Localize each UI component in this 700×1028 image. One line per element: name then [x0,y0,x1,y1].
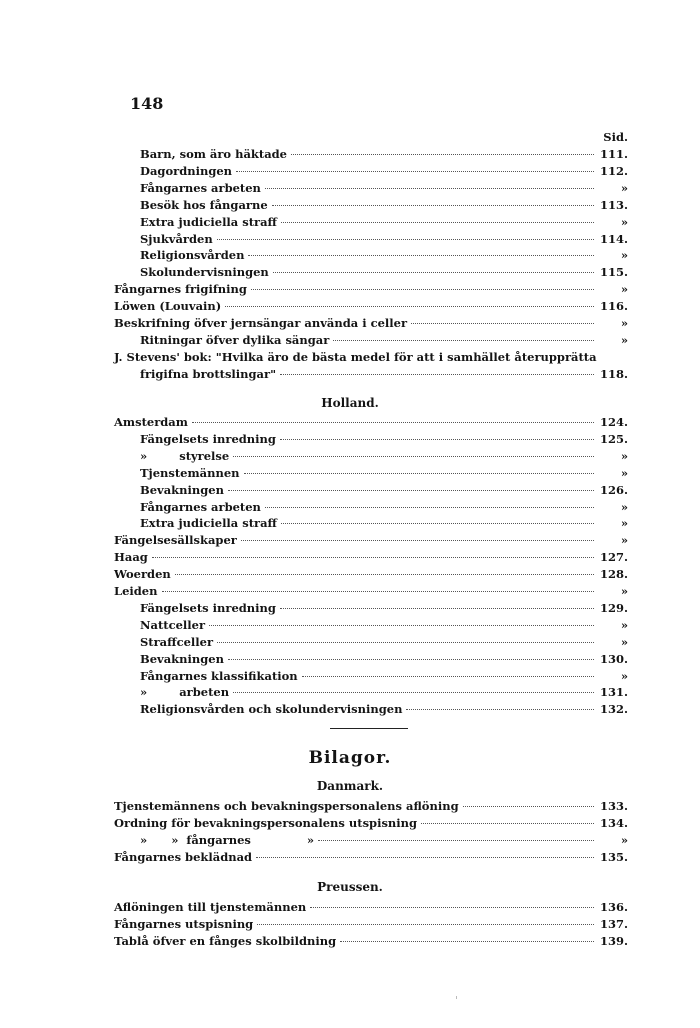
toc-entry-label: Leiden [114,584,158,598]
toc-entry-label: J. Stevens' bok: "Hvilka äro de bästa medel för att i samhället återupprätta [114,349,597,364]
toc-entry-label: Haag [114,550,148,565]
toc-entry-label: » styrelse [140,448,230,463]
section-heading-danmark: Danmark. [316,779,384,793]
toc-entry-label: Extra judiciella straff [140,516,277,531]
page-number: 148 [130,94,164,113]
dot-leader [281,222,594,223]
toc-entry-label: Fängelsesällskaper [114,533,237,548]
toc-entry-page: » [620,516,628,531]
toc-entry [114,414,628,430]
dot-leader [421,823,594,824]
dot-leader [225,306,594,307]
dot-leader [192,422,594,423]
dot-leader [228,490,594,491]
dot-leader [233,456,594,457]
toc-entry-page: 136. [599,900,628,914]
toc-entry-label: Tablå öfver en fånges skolbildning [114,933,337,948]
toc-entry [140,668,628,684]
toc-entry [140,431,628,447]
toc-entry-page: » [620,332,628,347]
toc-entry-page: 128. [599,567,628,582]
toc-entry [140,231,628,247]
toc-entry-page: 126. [599,482,628,497]
dot-leader [333,340,594,341]
toc-entry-page: 116. [599,299,628,314]
toc-entry [140,180,628,196]
dot-leader [265,188,594,189]
toc-entry-label: Fångarnes arbeten [140,180,261,195]
toc-entry-page: 134. [599,815,628,830]
dot-leader [251,289,594,290]
dot-leader [244,473,594,474]
toc-entry [114,815,628,831]
toc-entry-label: Skolundervisningen [140,265,269,280]
toc-entry-label: Aflöningen till tjenstemännen [114,900,307,914]
dot-leader [281,523,594,524]
toc-entry-page: » [620,316,628,330]
toc-entry [114,566,628,582]
toc-entry [140,600,628,616]
toc-entry-label: Religionsvården [140,248,245,263]
toc-entry [140,332,628,348]
toc-entry-label: Straffceller [140,634,213,649]
toc-entry-page: 127. [599,550,628,565]
dot-leader [236,171,594,172]
toc-entry-label: Fångarnes arbeten [140,499,261,514]
toc-entry-page: » [620,499,628,514]
toc-entry [140,197,628,213]
toc-entry-page: 132. [599,702,628,717]
dot-leader [257,924,594,925]
dot-leader [265,507,594,508]
dot-leader [256,857,594,858]
toc-entry-page: » [620,634,628,649]
toc-entry [140,366,628,382]
toc-entry-label: Nattceller [140,617,206,632]
toc-entry-page: 137. [599,916,628,931]
toc-entry-label: Fångarnes klassifikation [140,668,298,683]
toc-entry [114,899,628,915]
dot-leader [406,709,594,710]
toc-entry-label: Bevakningen [140,482,224,497]
toc-entry-page: 125. [599,431,628,446]
toc-entry-label: Tjenstemännens och bevakningspersonalens aflöning [114,799,459,813]
toc-entry-page: » [620,465,628,480]
toc-entry-page: 129. [599,600,628,615]
toc-entry-page: 111. [599,147,628,161]
toc-entry-label: » » fångarnes » [140,832,315,847]
toc-entry [140,482,628,498]
toc-entry [140,634,628,650]
dot-leader [228,659,594,660]
toc-entry-page: » [620,584,628,598]
toc-entry-page: 124. [599,415,628,429]
toc-entry-label: Religionsvården och skolundervisningen [140,702,403,717]
toc-entry-page: » [620,248,628,263]
toc-entry [140,146,628,162]
toc-entry-page: 115. [599,265,628,280]
toc-entry-label: Barn, som äro häktade [140,147,288,161]
dot-leader [280,439,594,440]
toc-entry-page: 118. [599,366,628,381]
toc-entry-label: Fängelsets inredning [140,600,276,615]
toc-entry [114,933,628,949]
toc-entry-page: » [620,617,628,632]
toc-entry-page: » [620,533,628,548]
dot-leader [280,608,594,609]
toc-entry [114,532,628,548]
toc-entry [140,264,628,280]
toc-entry-page: 135. [599,849,628,864]
section-divider [330,728,408,729]
toc-entry-label: Dagordningen [140,163,233,178]
toc-entry [140,214,628,230]
toc-entry [114,349,628,365]
toc-entry-label: Bevakningen [140,651,224,666]
toc-entry [114,315,628,331]
toc-entry [114,281,628,297]
toc-entry [140,684,628,700]
toc-entry-page: » [620,180,628,195]
toc-entry [140,465,628,481]
dot-leader [217,642,594,643]
dot-leader [302,676,594,677]
toc-entry-label: Besök hos fångarne [140,197,268,212]
dot-leader [318,840,594,841]
toc-entry [114,549,628,565]
toc-entry [114,298,628,314]
toc-entry-label: Woerden [114,567,171,582]
dot-leader [280,374,594,375]
toc-entry-page: » [620,282,628,297]
dot-leader [463,806,594,807]
toc-entry-page: » [620,448,628,463]
toc-entry [114,583,628,599]
dot-leader [175,574,594,575]
toc-entry-page: 113. [599,197,628,212]
section-heading-preussen: Preussen. [317,880,383,894]
toc-entry [140,515,628,531]
toc-entry-label: » arbeten [140,685,230,700]
toc-entry [140,832,628,848]
dot-leader [217,239,594,240]
toc-entry [114,798,628,814]
sid-column-label: Sid. [603,130,628,144]
toc-entry-label: Fängelsets inredning [140,431,276,446]
toc-entry [114,849,628,865]
toc-entry-page: 133. [599,799,628,813]
dot-leader [411,323,594,324]
toc-entry-page: » [620,832,628,847]
toc-entry-label: Ordning för bevakningspersonalens utspisning [114,815,418,830]
dot-leader [340,941,594,942]
toc-entry-page: 139. [599,933,628,948]
toc-entry-label: Fångarnes frigifning [114,282,247,297]
toc-entry-page: 112. [599,163,628,178]
toc-entry [140,247,628,263]
toc-entry [140,499,628,515]
dot-leader [291,154,594,155]
dot-leader [310,907,594,908]
toc-entry-page: » [620,214,628,229]
section-heading-holland: Holland. [321,396,379,410]
toc-entry-label: Fångarnes beklädnad [114,849,253,864]
toc-entry-page: 114. [599,231,628,246]
toc-entry-label: frigifna brottslingar" [140,366,277,381]
toc-entry-label: Amsterdam [114,415,188,429]
toc-entry-label: Ritningar öfver dylika sängar [140,332,330,347]
toc-entry-page: 131. [599,685,628,700]
dot-leader [272,205,594,206]
dot-leader [241,540,594,541]
dot-leader [233,692,594,693]
toc-entry-label: Extra judiciella straff [140,214,277,229]
toc-entry [140,448,628,464]
toc-entry-label: Sjukvården [140,231,213,246]
toc-entry-label: Löwen (Louvain) [114,299,222,314]
toc-entry-page: 130. [599,651,628,666]
toc-entry-label: Fångarnes utspisning [114,916,254,931]
toc-entry [140,617,628,633]
dot-leader [248,255,594,256]
section-heading-bilagor: Bilagor. [308,748,392,768]
toc-entry [140,651,628,667]
toc-entry-page: » [620,668,628,683]
dot-leader [162,591,595,592]
toc-entry [114,916,628,932]
toc-entry-label: Tjenstemännen [140,465,240,480]
toc-entry-label: Beskrifning öfver jernsängar använda i celler [114,316,408,330]
toc-entry [140,701,628,717]
dot-leader [209,625,594,626]
dot-leader [273,272,594,273]
toc-entry [140,163,628,179]
dot-leader [152,557,594,558]
paper-speck [456,996,457,999]
